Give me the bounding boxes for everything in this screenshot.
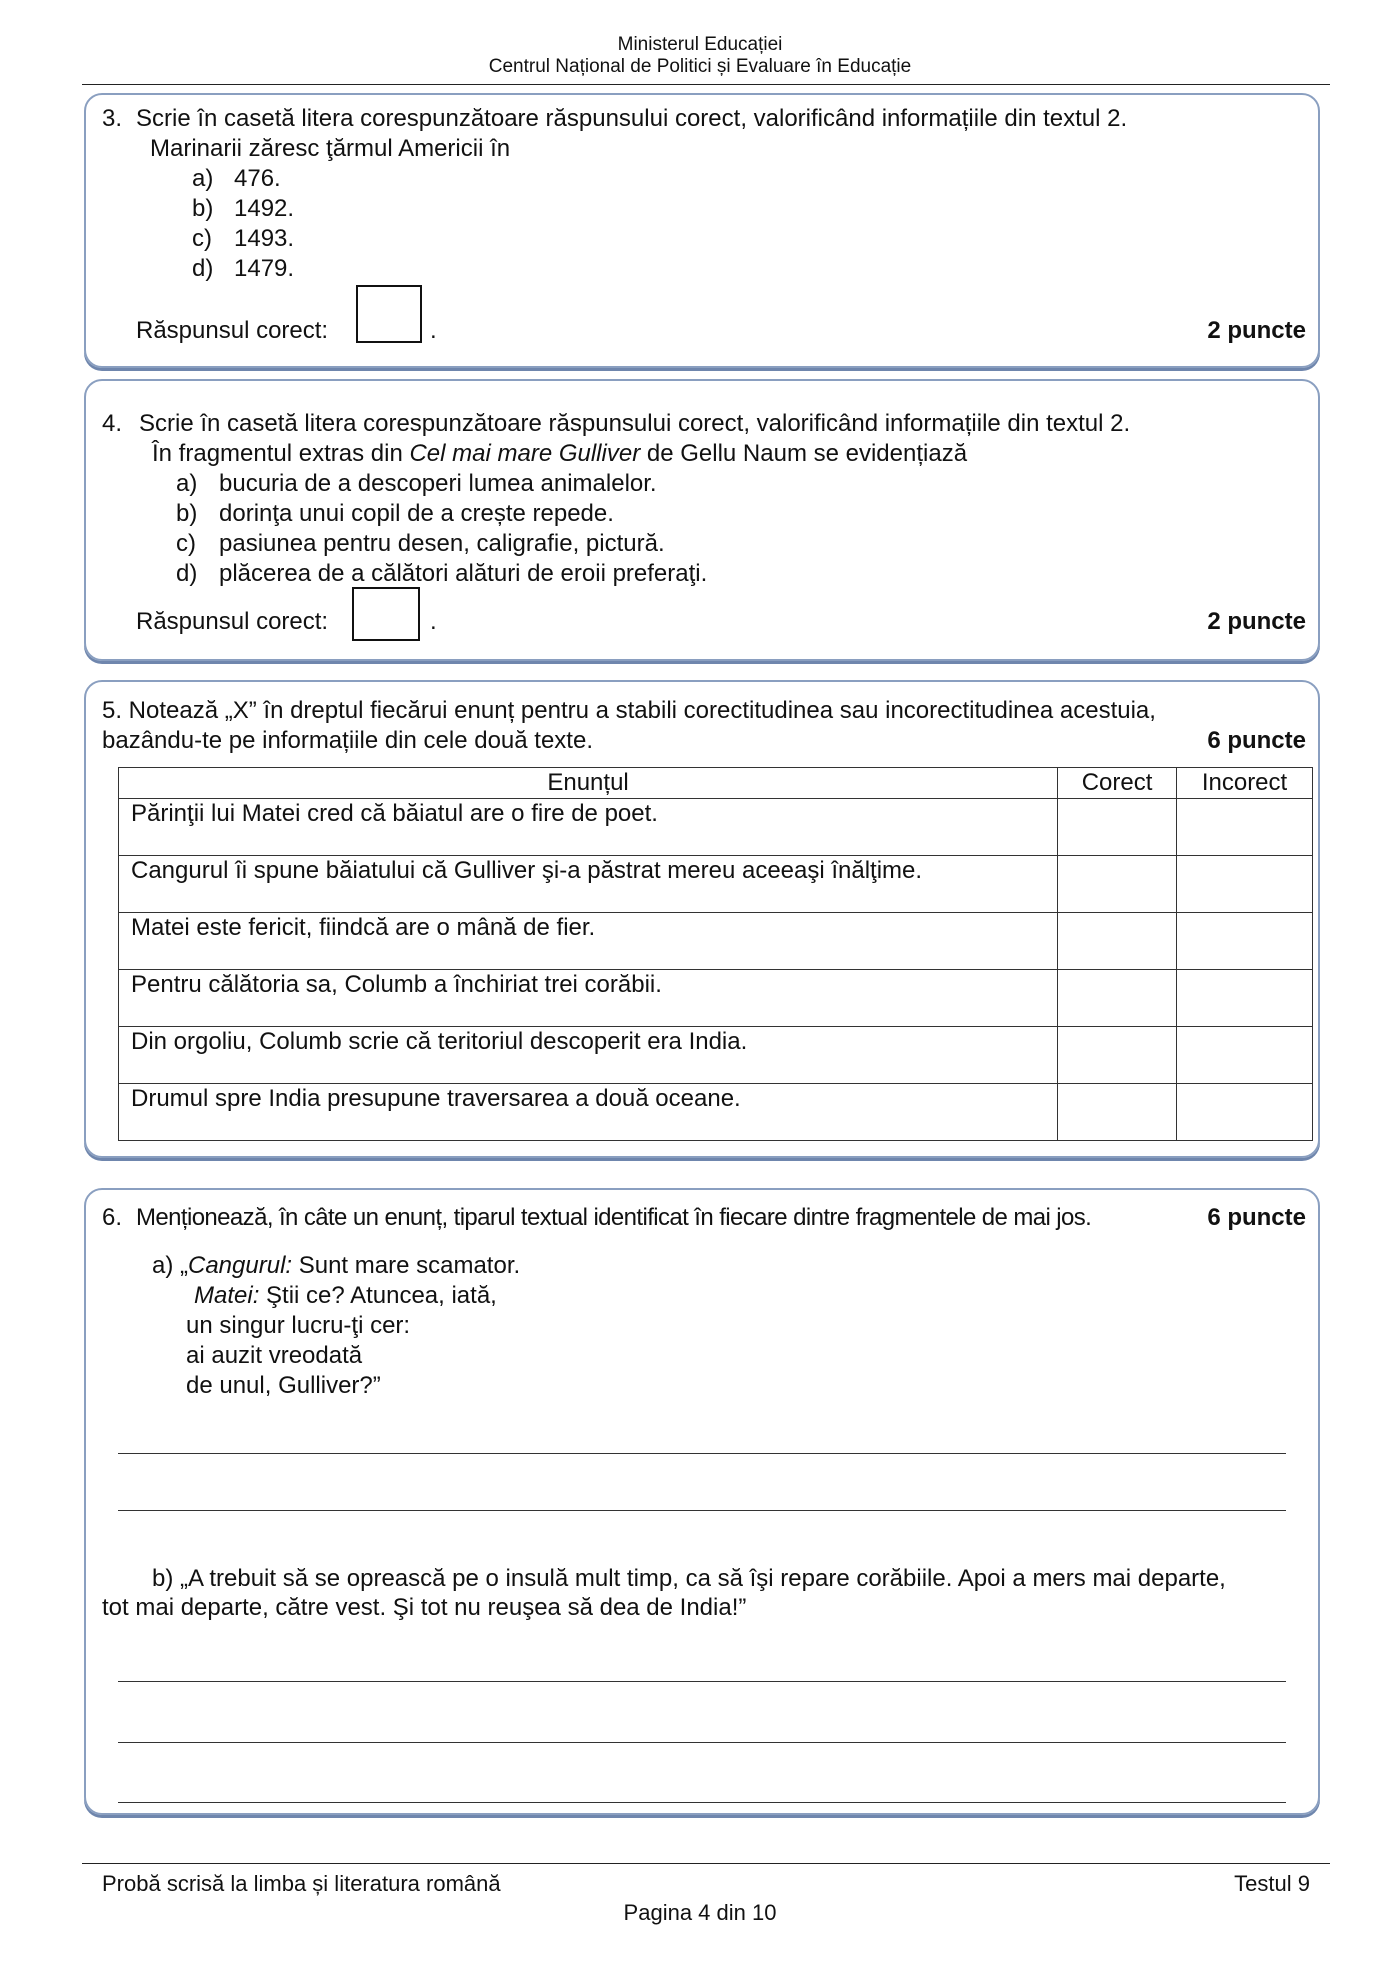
- q3-answer-box[interactable]: [356, 285, 422, 343]
- q4-answer-box[interactable]: [352, 587, 420, 641]
- q4-answer-dot: .: [430, 608, 437, 635]
- q4-stem-before: În fragmentul extras din: [152, 440, 410, 467]
- q3-option-d-text: 1479.: [234, 255, 295, 282]
- q6a-text1: Sunt mare scamator.: [292, 1252, 521, 1279]
- q4-option-a-letter: a): [176, 470, 198, 497]
- footer-test-number: Testul 9: [1234, 1871, 1310, 1896]
- table-row: [119, 1084, 1313, 1141]
- q4-stem-after: de Gellu Naum se evidențiază: [640, 440, 968, 467]
- table-header-row: [119, 768, 1313, 799]
- q4-option-a-text: bucuria de a descoperi lumea animalelor.: [219, 470, 657, 497]
- q4-stem-title: Cel mai mare Gulliver: [409, 440, 641, 467]
- q5-instruction-line1: 5. Notează „X” în dreptul fiecărui enunț pentru a stabili corectitudinea sau incorectitudinea acestuia,: [102, 697, 1156, 724]
- incorrect-cell[interactable]: [1177, 856, 1313, 913]
- header-center: Centrul Național de Politici și Evaluare în Educație: [488, 56, 912, 77]
- correct-cell[interactable]: [1058, 913, 1177, 970]
- q4-option-d-text: plăcerea de a călători alături de eroii preferaţi.: [219, 560, 708, 587]
- q6-points: 6 puncte: [1207, 1204, 1306, 1231]
- q4-instruction: Scrie în casetă litera corespunzătoare răspunsului corect, valorificând informațiile din textul 2.: [139, 410, 1131, 437]
- q6a-prefix: a) „: [152, 1252, 188, 1279]
- q3-option-a-letter: a): [192, 165, 214, 192]
- incorrect-cell[interactable]: [1177, 799, 1313, 856]
- footer-page-number: Pagina 4 din 10: [623, 1900, 777, 1925]
- q3-points: 2 puncte: [1207, 317, 1306, 344]
- footer-exam-name: Probă scrisă la limba și literatura română: [102, 1871, 501, 1896]
- table-row: [119, 1027, 1313, 1084]
- q4-number: 4.: [102, 410, 123, 437]
- q3-option-a-text: 476.: [234, 165, 281, 192]
- incorrect-cell[interactable]: [1177, 1084, 1313, 1141]
- incorrect-cell[interactable]: [1177, 970, 1313, 1027]
- q3-option-b-letter: b): [192, 195, 214, 222]
- header-divider: [82, 84, 1330, 85]
- q3-answer-label: Răspunsul corect:: [136, 317, 329, 344]
- table-row: [119, 856, 1313, 913]
- q6a-speaker-matei: Matei:: [194, 1282, 260, 1309]
- q6a-answer-line-2[interactable]: [118, 1510, 1286, 1511]
- q6a-line1: [152, 1251, 520, 1281]
- q3-option-d-letter: d): [192, 255, 214, 282]
- q3-stem: Marinarii zăresc ţărmul Americii în: [150, 135, 511, 162]
- q6b-answer-line-1[interactable]: [118, 1681, 1286, 1682]
- q6-instruction: Menționează, în câte un enunț, tiparul textual identificat în fiecare dintre fragmentele de mai jos.: [136, 1204, 1092, 1231]
- question-3-box: [84, 93, 1320, 368]
- header-ministry: Ministerul Educației: [617, 34, 783, 55]
- q6b-answer-line-3[interactable]: [118, 1802, 1286, 1803]
- q4-option-d-letter: d): [176, 560, 198, 587]
- table-row: [119, 799, 1313, 856]
- q6a-line3: un singur lucru-ţi cer:: [186, 1312, 411, 1339]
- q4-option-b-text: dorinţa unui copil de a crește repede.: [219, 500, 614, 527]
- q6a-line4: ai auzit vreodată: [186, 1342, 363, 1369]
- q6a-answer-line-1[interactable]: [118, 1453, 1286, 1454]
- q5-statements-table: [118, 767, 1313, 1141]
- q6b-line1: b) „A trebuit să se oprească pe o insulă mult timp, ca să îşi repare corăbiile. Apoi a mers mai departe,: [152, 1565, 1226, 1592]
- q6a-line2: [194, 1281, 497, 1311]
- q3-option-c-text: 1493.: [234, 225, 295, 252]
- q6-number: 6.: [102, 1204, 123, 1231]
- column-header-incorrect: Incorect: [1177, 768, 1313, 799]
- q4-answer-label: Răspunsul corect:: [136, 608, 329, 635]
- q4-option-c-letter: c): [176, 530, 196, 557]
- q3-number: 3.: [102, 105, 123, 132]
- q6b-answer-line-2[interactable]: [118, 1742, 1286, 1743]
- correct-cell[interactable]: [1058, 970, 1177, 1027]
- table-row: [119, 913, 1313, 970]
- statement-cell: Din orgoliu, Columb scrie că teritoriul descoperit era India.: [119, 1027, 1058, 1084]
- statement-cell: Cangurul îi spune băiatului că Gulliver şi-a păstrat mereu aceeaşi înălţime.: [119, 856, 1058, 913]
- footer-divider: [82, 1863, 1330, 1864]
- column-header-statement: Enunțul: [119, 768, 1058, 799]
- q3-option-c-letter: c): [192, 225, 212, 252]
- q4-stem: [152, 439, 967, 469]
- q6a-line5: de unul, Gulliver?”: [186, 1372, 381, 1399]
- q6a-text2: Ştii ce? Atuncea, iată,: [259, 1282, 497, 1309]
- question-6-box: [84, 1188, 1320, 1815]
- table-row: [119, 970, 1313, 1027]
- statement-cell: Drumul spre India presupune traversarea a două oceane.: [119, 1084, 1058, 1141]
- q6a-speaker-cangurul: Cangurul:: [188, 1252, 293, 1279]
- q4-option-c-text: pasiunea pentru desen, caligrafie, pictură.: [219, 530, 665, 557]
- question-4-box: [84, 379, 1320, 661]
- correct-cell[interactable]: [1058, 799, 1177, 856]
- statement-cell: Părinţii lui Matei cred că băiatul are o fire de poet.: [119, 799, 1058, 856]
- correct-cell[interactable]: [1058, 856, 1177, 913]
- q3-instruction: Scrie în casetă litera corespunzătoare răspunsului corect, valorificând informațiile din textul 2.: [136, 105, 1128, 132]
- correct-cell[interactable]: [1058, 1084, 1177, 1141]
- column-header-correct: Corect: [1058, 768, 1177, 799]
- incorrect-cell[interactable]: [1177, 1027, 1313, 1084]
- q5-instruction-line2: bazându-te pe informațiile din cele două texte.: [102, 727, 593, 754]
- q6b-line2: tot mai departe, către vest. Şi tot nu reuşea să dea de India!”: [102, 1594, 747, 1621]
- q3-option-b-text: 1492.: [234, 195, 295, 222]
- q3-answer-dot: .: [430, 317, 437, 344]
- statement-cell: Pentru călătoria sa, Columb a închiriat trei corăbii.: [119, 970, 1058, 1027]
- correct-cell[interactable]: [1058, 1027, 1177, 1084]
- q5-points: 6 puncte: [1207, 727, 1306, 754]
- q4-points: 2 puncte: [1207, 608, 1306, 635]
- incorrect-cell[interactable]: [1177, 913, 1313, 970]
- statement-cell: Matei este fericit, fiindcă are o mână de fier.: [119, 913, 1058, 970]
- q4-option-b-letter: b): [176, 500, 198, 527]
